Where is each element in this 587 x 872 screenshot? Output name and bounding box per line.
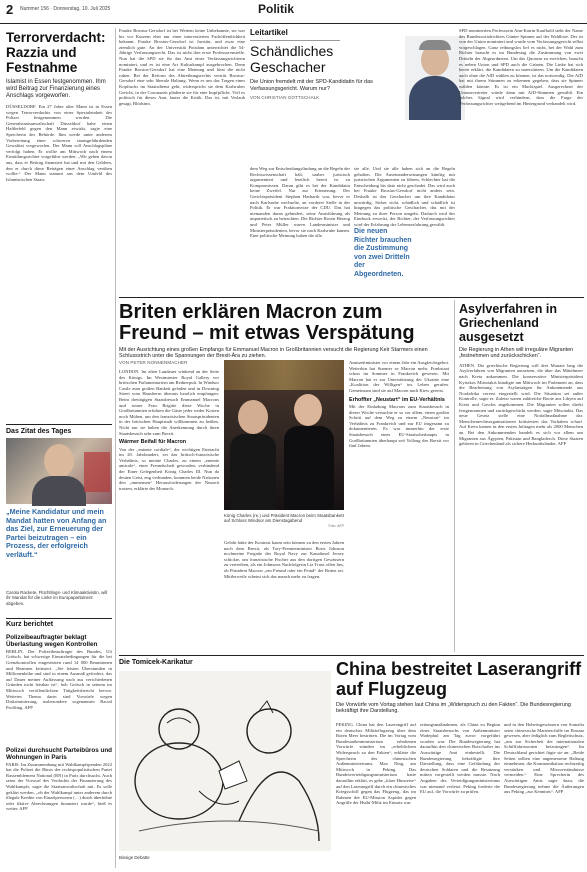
macron-caption-credit: Foto: AFP <box>328 523 344 528</box>
macron-charles-photo <box>224 360 344 510</box>
rackete-photo <box>6 438 112 504</box>
kurz-item-body: PARIS. Im Zusammenhang mit Wahlkampfspenden 2022 hat die Polizei die Büros der rechtspopulistischen Partei Rassemblement National (RN) in Paris durchsucht. Auch seien der Vorwurf des Verdachts der Finanzierung des Wahlkampfs, sagte die Staatsanwaltschaft mit. Es solle geklärt werden, „ob der Wahlkampf unter anderem durch illegale Kredite von Einzelpersonen (…) durch überhöhte oder fiktive Abrechnungen finanziert wurde“, hieß es weiter. AFP <box>6 761 112 812</box>
karikatur-label: Die Tomicek-Karikatur <box>119 659 193 666</box>
china-col2 <box>420 722 500 867</box>
lead-body: DÜSSELDORF. Ein 27 Jahre alter Mann ist in Essen wegen Terrorverdachts von einer Spezialeinheit der Polizei festgenommen worden. Die Generalstaatsanwaltschaft Düsseldorf habe einen Haftbefehl gegen den Mann erwirkt, sagte eine Sprecherin des Behörde. Ihm werde unter anderem Vorbereitung einer schweren staatsgefährdenden Gewalttat vorgeworfen. Der Mann soll Anschlagspläne verfolgt haben. Er wollte am Mittwoch nach einem Ermittlungsrichter vorgeführt werden. „Wir gehen davon aus, dass er Beitrag finanziert hat und mit den Geldern, den er durch diese Beträgen einer Anschlag verüben wollte.“ Der Mann stammt aus dem Umfeld des Islamistischen Staats. <box>6 104 112 182</box>
macron-caption: König Charles (re.) und Präsident Macron beim Staatsbankett auf Schloss Windsor am Dienstagabend <box>224 513 344 524</box>
macron-col3 <box>349 360 449 652</box>
quote-label: Das Zitat des Tages <box>6 428 72 435</box>
quote-text: „Meine Kandidatur und mein Mandat hatten von Anfang an das Ziel, zur Erneuerung der Partei beizutragen – ein Prozess, der erfolgreich verläuft.“ <box>6 507 107 559</box>
leitartikel-text: dem Weg zur Entscheidungsfindung an die Regeln der Rechtswissenschaft hält, sauber juristisch argumentiert und letztlich bereit ist zu Kompromissen. Daran gibt es bei der Kandidatin keine Zweifel. Nur zur Erinnerung: Der Gerichtspräsident Stephan Harbarth war, bevor er nach Karlsruhe wechselte, an vorderer Stelle in der Politik. Er war Fraktionsvize der CDU. Das hat niemanden daran gehindert, seine Amtsführung als unparteiisch zu betrachten. Die Richter Rosen Herzog und Peter Müller waren Landesminister und Ministerpräsidenten, bevor sie nach Karlsruhe kamen. Eine politische Meinung haben die alle. <box>250 166 350 239</box>
leitartikel-col2 <box>250 166 350 294</box>
cartoon-image <box>119 671 331 851</box>
quote-of-day <box>6 428 112 618</box>
kurz-berichtet <box>6 621 112 867</box>
kurz-item-title: Polizeibeauftragter beklagt Überlastung wegen Kontrollen <box>6 634 98 649</box>
macron-col2 <box>224 540 344 652</box>
china-header <box>336 659 584 717</box>
macron-text: Von der „entente cordiale“, der wichtigen Eintracht im 20. Jahrhundert, sei das britisch-französische Verhältnis, so meinte Charles, zu einem „entente amicale“, einer Freundschaft geworden, verbindend der Einer Gelegenheit König Charles III. Nun da deuten Geist, eng verbunden, kommen beide Nationen den „immensen“ Herausforderungen der Neuzeit trotzen, erklärte der Monarch. <box>119 446 220 491</box>
author-photo <box>405 36 465 120</box>
macron-text: Amtszeitminister vor einem Jahr ein Ausgleichsgebot. Weiterhin hat Starmer se Macron mehr. Firnbstaat schon im Sommer in Frankreich gewesen. Mit Macron hat er zur Unterstützung der Ukraine eine „Koalition der Willigen“ ins Leben gerufen. Gemeinsam sind sie auf Macron nach Kiew gereist. <box>349 360 449 393</box>
quote-attribution: Carola Rackete, Flüchtlings- und Klimaaktivistin, will ihr Mandat für die Linke im Europaparlament abgeben. <box>6 590 108 606</box>
macron-caption-box <box>224 513 344 539</box>
photo-caption: Photo: dpa <box>93 500 110 504</box>
leitartikel-title: Schändliches Geschacher <box>250 43 334 75</box>
leitartikel-col4 <box>459 28 583 294</box>
china-text: reitungsmaßnahmen, als China zu Beginn eines Staatsbesuchs von Außenminister Wadephul am Tag zuvor vorgeführt worden war. Die Bundesregierung hat daraufhin den chinesischen Botschafter ins Auswärtige Amt einbestellt. Die Bundesregierung bekräftigte ihre Darstellung, dass eine Gefährdung der deutschen Soldaten und die Besatzung mitten vorgestellt werden musste. Nach Angaben des Verteidigungsministeriums war niemand verletzt. Peking forderte die EU auf, die Vorwürfe zu prüfen. <box>420 722 500 795</box>
leitartikel-col1 <box>119 28 245 294</box>
leitartikel-text: Frauke Brosius-Gersdorf ist bei Weitem keine Unbekannte, sie war bis vor Kurzem eher nur einer interessierten Fachöffentlichkeit bekannt. Frauke Brosius-Gersdorf ist Juristin, und zwar eine ziemlich gute. An der Universität Potsdam unterrichtet die 54-Jährige Verfassungsrecht. Das ist nicht ihre erste Professorenstelle. Nun hat die SPD sie für das Amt einer Verfassungsrichterin nominiert, und es ist eine Art Kulturkampf ausgebrochen. Denn Frauke Brosius-Gersdorf hat eine Meinung und lässt die nicht ruhen. Bei der Reform des Abtreibungsrechts vertritt Brosius-Gersdorf eine sehr liberale Haltung. Wenn es um das Tragen eines Kopftuchs im Staatsdienst geht, widerspricht sie dem Karlsruher Gericht, in der Coronazeit plädierte sie für eine Impfpflicht. Viel es politisch für dieses Amt, lauter die Kritik. Das ist, mit Verlaub gesagt, Blödsinn. <box>119 28 245 106</box>
leitartikel-text: sie alle. Und sie alle haben sich an die Regeln gehalten. Die Auseinandersetzungen künftig mit juristischen Argumenten zu führen, Schlechter hat die Entscheidung bis dato nicht geschadet. Das wird auch bei Frauke Brosius-Gersdorf nicht anders sein. Deshalb ist das Geschacher um ihre Kandidatur unwürdig. Sicher sicht, schädlich und schädlich ist hingegen das politische Geschacher, das mit der Meinung zu ihrer Person umgeht. Dadurch wird der Eindruck erweckt, der Richter, der Verfassungsrichter wird der Erfahrung der Lebenserfahrung gewählt. <box>354 166 455 227</box>
karikatur-box <box>119 659 331 867</box>
macron-header <box>119 302 449 360</box>
leitartikel-col3 <box>354 166 455 294</box>
macron-text: LONDON. Im alten Landauer winkend an der Seite des Königs. Im Westminster Royal Gallery vor britischen Parlamentariern am Rednerpult. In Windsor Castle zum großen Bankett geladen und in Downing Street vom Hausherrn überaus herzlich empfangen: Beim dreitägigen Staatsbesuch Emmanuel Macrons und seiner Frau Brigitte diese Woche in Großbritannien erfuhren die Gäste jeder weder Kosten noch Mühen, um den französischen Staatspräsidenten in der britischen Hauptstadt willkommen zu heißen. Nicht nur sie halten die Anerkennung durch ihren Staatsbesuch sehr zum Brexit. <box>119 369 220 436</box>
leitartikel-author: VON CHRISTIAN GOTTSCHALK <box>250 95 320 101</box>
leitartikel-label: Leitartikel <box>250 28 288 37</box>
karikatur-caption: Bissige Debatte <box>119 855 150 860</box>
asyl-body: ATHEN. Die griechische Regierung will drei Monate lang die Asylverfahren von Migranten aussetzen, die über das Mittelmeer nach Kreta ankommen. Die konservative Ministerpräsident Kyriakos Mitsotakis kündigte am Mittwoch im Parlament an, dass die Bearbeitung von Asylanträgen für Ankommende aus Nordafrika vorerst eingestellt wird. Die Situation sei außer Kontrolle, sagte er. Zuletzt waren zahlreiche Boote aus Libyen auf Kreta und Gavdos angekommen. Die Migranten sollen direkt festgenommen und zurückgeschickt werden, sagte Mitsotakis. Das neue Gesetz stelle eine Notfallmaßnahme dar. Menschenrechtsorganisationen kritisierten das Vorhaben scharf. Auf Kreta kamen in den ersten Julitagen mehr als 2000 Menschen an. Bei den Ankommenden handelt es sich vor allem um Migranten aus Ägypten, Pakistan und Bangladesch. Diese Staaten gehören in Griechenland als sichere Herkunftsländer. AFP <box>459 362 583 447</box>
leitartikel-text: SPD nominierten Professorin Ann-Katrin Kaufhold steht der Name des Bundessozialrichters Günter Spinner auf der Wahlliste. Der ist von der Union nominiert und wurde vom Verfassungsgericht selbst vorgeschlagen. Ganz reibungslos lief es nicht, bei der Wahl zum Richter braucht es im Bundestag die Zustimmung von zwei Dritteln der Abgeordneten. Um das Quorum zu erreichen, braucht es neben Union und SPD auch die Grünen. Die Linke hat sich bereit erklärt, die Kandidaten zu unterstützen. Um die Kandidaten auch ohne die AfD wählen zu können, ist das notwendig. Die AfD hat mit ihrem Stimmen zu erkennen gegeben, dass sie Spinner wählen könnte. Es ist ein Machtspiel. Ausgerechnet der Unionsvertreter würde dann mit AfD-Stimmen gewählt. Ein solches Signal wird verhindern, dass die Frage der Verfassungsrichter weitgehend im Hintergrund verhandelt wird. <box>459 28 583 106</box>
page-header <box>0 0 587 24</box>
macron-subhead: Wärmer Beifall für Macron <box>119 439 187 446</box>
section-title: Politik <box>258 2 295 16</box>
china-title: China bestreitet Laserangriff auf Flugzeug <box>336 659 582 699</box>
china-col1 <box>336 722 416 867</box>
china-text: PEKING. China hat den Laserangriff auf ein deutsches Militärflugzeug über dem Roten Meer bestritten. Die im Vortag vom Bundesaußenministerium erhobenen Vorwürfe stünden im „erheblichem Widerspruch zu den Fakten“, erklärte die Sprecherin des chinesischen Außenministeriums, Mao Ning, am Mittwoch in Peking. Das Bundesverteidigungsministerium hatte daraufhin erklärt, es gebe „klare Hinweise“ auf den Laserangriff durch ein chinesisches Kriegsschiff gegen das Flugzeug, das im Rahmen der EU-Mission Aspides gegen Angriffe der Huthi-Miliz im Einsatz war. <box>336 722 416 806</box>
china-intro: Die Vorwürfe vom Vortag stehen laut China im „Widerspruch zu den Fakten“. Die Bundesregierung bekräftigt ihre Darstellung. <box>336 702 571 715</box>
leitartikel-intro: Die Union fremdelt mit der SPD-Kandidatin für das Verfassungsgericht. Warum nur? <box>250 79 373 92</box>
asyl-title: Asylverfahren in Griechenland ausgesetzt <box>459 302 557 344</box>
asyl-article <box>459 302 583 652</box>
asyl-intro: Die Regierung in Athen will irreguläre Migranten „festnehmen und zurückschicken“. <box>459 347 574 360</box>
macron-text: Gelobt hätte der Kontrast kaum sein können zu den ersten Jahren nach dem Brexit, als Tory-Premierminister Boris Johnson nochmeine Fregatte der Royal Navy zur Kanalinsel Jersey schickte, um französische Fischer aus den dortigen Gewässern zu vertreiben, als ein Johnsons Nachfolgerin Liz Truss offen lies, ob Präsident Macron „ein Freund oder ein Feind“ der Briten sei. Mittlerweile scheint sich das manch mehr zu fragen. <box>224 540 344 579</box>
issue-date: Nummer 156 · Donnerstag, 10. Juli 2025 <box>20 6 111 12</box>
lead-article <box>6 30 112 425</box>
macron-text: Mit der Einladung Macrons zum Staatsbesuch in dieser Woche versuchte er so vor allem, einen großen Schritt auf dem Weg zu einem „Neustart“ im Verhältnis zu Frankreich und zur EU insgesamt zu dokumentieren. Es war immerhin der erste Staatsbesuch eines EU-Staatsoberhaupts in Großbritannien überhaupt seit Vollzug des Brexit vor fünf Jahren. <box>349 403 449 449</box>
macron-subhead: Erhoffter „Neustart“ im EU-Verhältnis <box>349 396 445 403</box>
china-col3 <box>504 722 584 867</box>
macron-col1 <box>119 360 219 652</box>
macron-intro: Mit der Ausrichtung eines großen Empfangs für Emmanuel Macron in Großbritannien versucht die Regierung Keir Starmers einen Schlussstrich unter die Spannungen der Brexit-Ära zu ziehen. <box>119 347 428 360</box>
lead-intro: Islamist in Essen festgenommen. Ihm wird Beitrag zur Finanzierung eines Anschlags vorgeworfen. <box>6 79 106 99</box>
kurz-item-body: BERLIN. Der Polizeibeauftragte des Bundes, Uli Grötsch, hat schwerige Einsatzbedingungen für die bei Grenzkontrollen eingesetzten rund 14 000 Beamtinnen und Beamten kritisiert. „Sie leisten Überstunden in Millionenhöhe und sind in einem Ausmaß gefordert, das auf Dauer meiner Auffassung nach aus verschiedenen Gründen nicht leistbar ist“, hob Grötsch in seinem im Mittwoch veröffentlichten Tätigkeitsbericht hervor. Weiteres Thema darin sind Vorwürfe wegen Diskriminierung, insbesondere sogenanntes Racial Profiling. AFP <box>6 648 112 710</box>
lead-title: Terrorverdacht: Razzia und Festnahme <box>6 30 106 75</box>
page-number: 2 <box>6 2 14 17</box>
macron-title: Briten erklären Macron zum Freund – mit etwas Verspätung <box>119 301 415 344</box>
china-text: und in den Hoheitsgewässern von Somalia seien chinesische Marineschiffe im Einsatz gewesen, aber lediglich zum Begleitschutz, „um zur Sicherheit der internationalen Schifffahrtsrouten beizutragen“. Im Deutschland gerichtet fügte sie an: „Beide Seiten sollten eine angemessene Haltung einnehmen, die Kommunikation rechtzeitig verstärken und Missverständnisse vermeiden.“ Eine Sprecherin des Auswärtigen Amts sagte dazu, die Bundesregierung nehme die Äußerungen aus Peking „zur Kenntnis“. AFP <box>504 722 584 795</box>
leitartikel-pullquote: Die neuen Richter brauchen die Zustimmung von zwei Dritteln der Abgeordneten. <box>354 228 412 278</box>
kurz-label: Kurz berichtet <box>6 621 54 628</box>
macron-author: VON PETER NONNENMACHER <box>119 360 188 365</box>
kurz-item-title: Polizei durchsucht Parteibüros und Wohnungen in Paris <box>6 746 113 762</box>
